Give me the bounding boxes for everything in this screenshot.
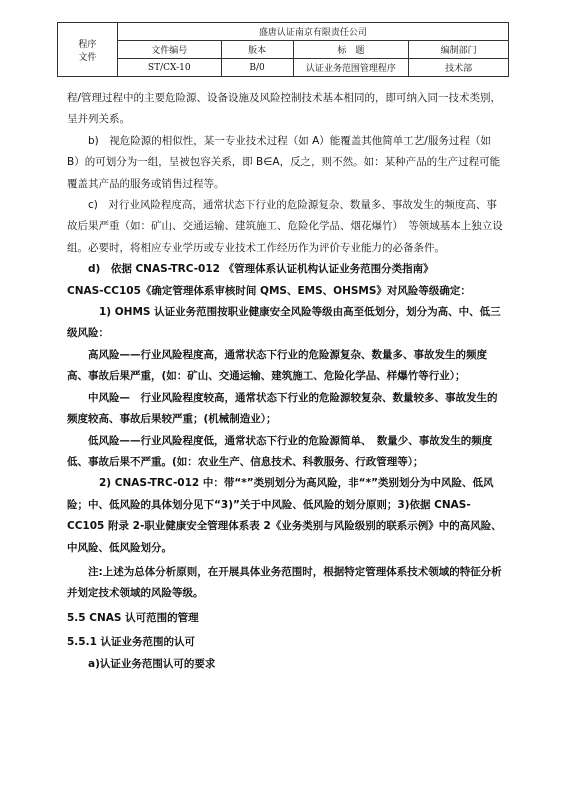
paragraph: b) 视危险源的相似性，某一专业技术过程（如 A）能覆盖其他简单工艺/服务过程（如 B）的可划分为一组，呈被包容关系，即 B∈A，反之，则不然。如：某种产品的生产过程可能覆盖其产品的服务或销售过程等。 — [67, 134, 501, 190]
document-body — [67, 88, 503, 675]
paragraph: 注:上述为总体分析原则，在开展具体业务范围时，根据特定管理体系技术领域的特征分析并划定技术领域的风险等级。 — [67, 565, 502, 600]
paragraph: 低风险——行业风险程度低，通常状态下行业的危险源简单、 数量少、事故发生的频度低、事故后果不严重。(如：农业生产、信息技术、科教服务、行政管理等）； — [67, 434, 493, 468]
subsection-heading: 5.5.1 认证业务范围的认可 — [67, 636, 196, 649]
paragraph: 高风险——行业风险程度高，通常状态下行业的危险源复杂、数量多、事故发生的频度高、事故后果严重，(如：矿山、交通运输、建筑施工、危险化学品、样爆竹等行业）； — [67, 348, 487, 383]
paragraph: 1) OHMS 认证业务范围按职业健康安全风险等级由高至低划分，划分为高、中、低三级风险： — [67, 306, 501, 340]
col-header-doc-number: 文件编号 — [117, 41, 221, 59]
paragraph: CNAS-CC105《确定管理体系审核时间 QMS、EMS、OHSMS》对风险等级确定： — [67, 284, 471, 297]
document-header-table — [57, 22, 509, 77]
company-name: 盛唐认证南京有限责任公司 — [117, 23, 508, 41]
list-item-heading: a)认证业务范围认可的要求 — [88, 657, 216, 670]
department-value: 技术部 — [409, 59, 509, 77]
document-type-label-line1: 程序 — [78, 39, 97, 50]
paragraph: c) 对行业风险程度高，通常状态下行业的危险源复杂、数量多、事故发生的频度高、事故后果严重（如：矿山、交通运输、建筑施工、危险化学品、烟花爆竹） 等领域基本上独立设组。必要时，将相应专业学历或专业技术工作经历作为评价专业能力的必备条件。 — [67, 199, 503, 254]
paragraph: 中风险— 行业风险程度较高，通常状态下行业的危险源较复杂、数量较多、事故发生的频度较高、事故后果较严重；(机械制造业）； — [67, 391, 498, 426]
version-value: B/0 — [221, 59, 293, 77]
col-header-version: 版本 — [221, 41, 293, 59]
col-header-department: 编制部门 — [409, 41, 509, 59]
doc-number-value: ST/CX-10 — [117, 59, 221, 77]
col-header-title: 标 题 — [293, 41, 409, 59]
document-type-cell — [58, 23, 118, 77]
paragraph: 2) CNAS-TRC-012 中：带“*”类别划分为高风险，非“*”类别划分为中风险、低风险；中、低风险的具体划分见下“3)”关于中风险、低风险的划分原则；3)依据 CNAS-CC105 附录 2-职业健康安全管理体系表 2《业务类别与风险级别的联系示例》中的高风险、中风险、低风险划分。 — [67, 477, 502, 554]
title-value: 认证业务范围管理程序 — [293, 59, 409, 77]
document-type-label-line2: 文件 — [78, 52, 97, 63]
paragraph: 程/管理过程中的主要危险源、设备设施及风险控制技术基本相同的，即可纳入同一技术类别，呈并列关系。 — [67, 92, 502, 126]
paragraph: d) 依据 CNAS-TRC-012 《管理体系认证机构认证业务范围分类指南》 — [88, 263, 434, 276]
section-heading: 5.5 CNAS 认可范围的管理 — [67, 611, 199, 624]
